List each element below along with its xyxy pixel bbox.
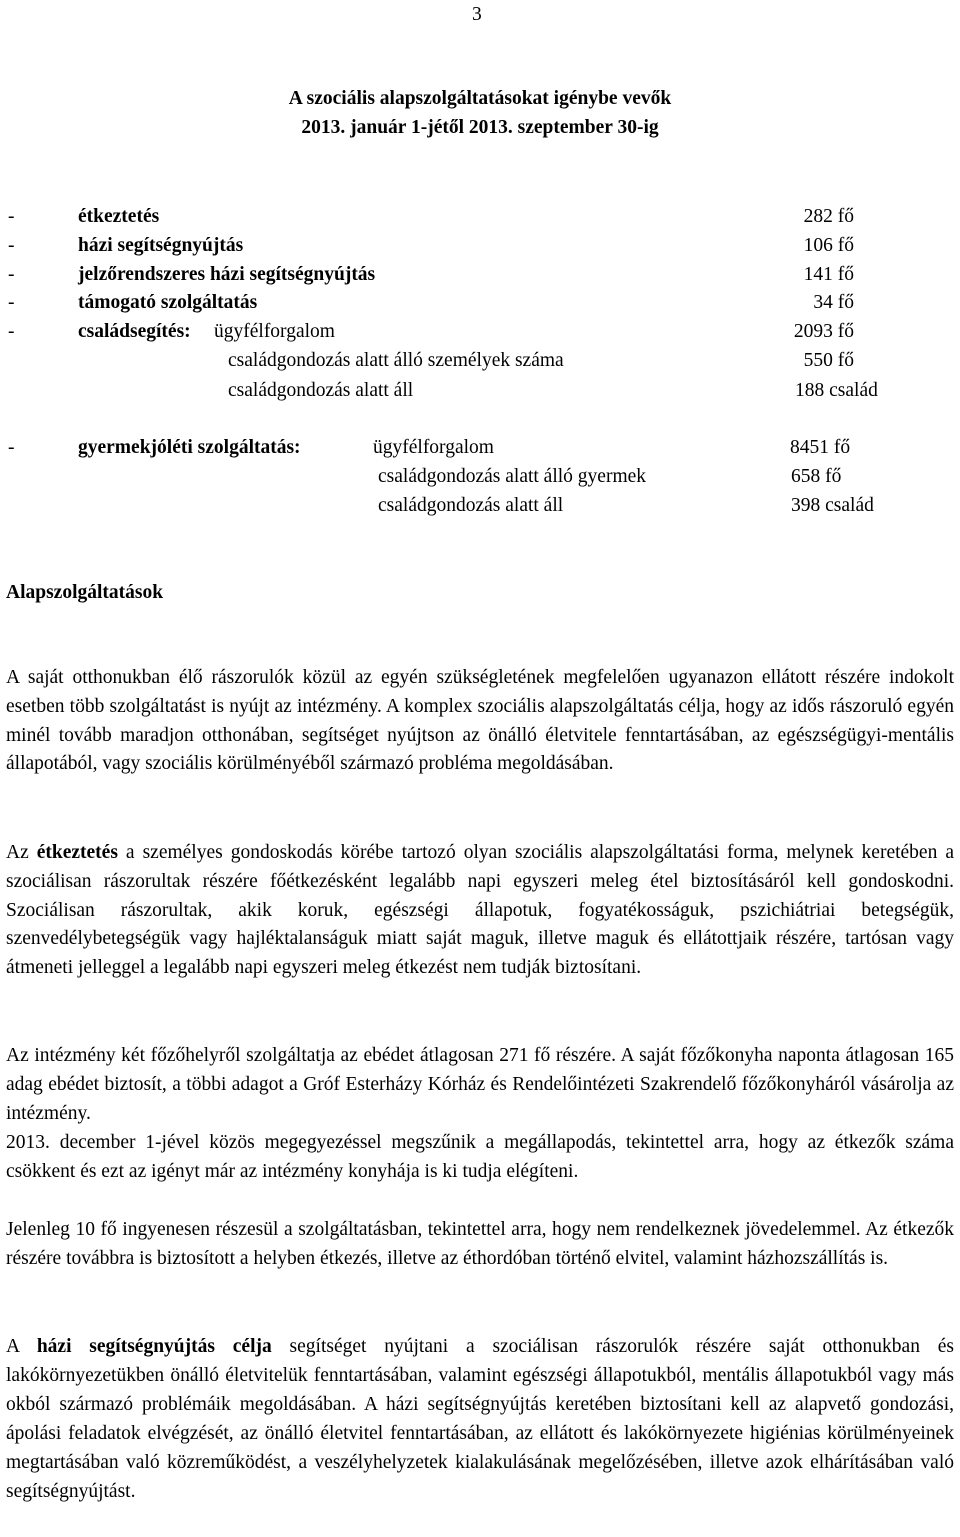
service-value: 550 fő (803, 350, 854, 371)
list-dash: - (8, 321, 15, 342)
service-label: támogató szolgáltatás (78, 292, 258, 313)
service-value: 282 fő (803, 206, 854, 227)
paragraph-etkeztetes (6, 839, 954, 983)
service-subrow-text: családgondozás alatt álló gyermek (378, 466, 647, 487)
list-dash: - (8, 292, 15, 313)
service-subrow-text: ügyfélforgalom (214, 321, 335, 342)
service-value: 398 család (791, 495, 874, 516)
paragraph-intro: A saját otthonukban élő rászorulók közül az egyén szükségletének megfelelően ugyanazon ellátott részére indokolt esetben több szolgáltatást is nyújt az intézmény. A komplex szociális alapszolgáltatás célja, hogy az idős rászoruló egyén minél tovább maradjon otthonában, segítséget nyújtson az önálló életvitele fenntartásában, az egészségügyi-mentális állapotából, vagy szociális körülményéből származó probléma megoldásában. (6, 667, 954, 775)
paragraph-fozohely: Az intézmény két főzőhelyről szolgáltatja az ebédet átlagosan 271 fő részére. A saját főzőkonyha naponta átlagosan 165 adag ebédet biztosít, a többi adagot a Gróf Esterházy Kórház és Rendelőintézeti Szakrendelő főzőkonyháról vásárolja az intézmény. (6, 1045, 954, 1124)
service-value: 2093 fő (793, 321, 854, 342)
paragraph-text: a személyes gondoskodás körébe tartozó olyan szociális alapszolgáltatási forma, melynek keretében a szociálisan rászorultak részére főétkezésként legalább napi egyszeri meleg étel biztosításáról kell gondoskodni. Szociálisan rászorultak, akik koruk, egészségi állapotuk, fogyatékosságuk, pszichiátriai betegségük, szenvedélybetegségük vagy hajléktalanságuk miatt saját maguk, illetve maguk és ellátottjaik részére, tartósan vagy átmeneti jelleggel a legalább napi egyszeri meleg étkezést nem tudják biztosítani. (6, 842, 954, 979)
service-value: 106 fő (803, 235, 854, 256)
service-label: étkeztetés (78, 206, 160, 227)
service-value: 34 fő (813, 292, 854, 313)
section-heading: Alapszolgáltatások (6, 582, 164, 603)
paragraph-text: segítséget nyújtani a szociálisan rászorulók részére saját otthonukban és lakókörnyezetükben önálló életvitelük fenntartásában, valamint egészségi állapotukból, mentális állapotukból vagy más okból származó problémáik megoldásában. A házi segítségnyújtás keretében biztosítani kell az alapvető gondozási, ápolási feladatok elvégzését, az önálló életvitel fenntartásában, az ellátott és lakókörnyezete higiénias körülményeinek megtartásában való közreműködést, a veszélyhelyzetek kialakulásának megelőzésében, illetve azok elhárításában való segítségnyújtást. (6, 1336, 954, 1502)
service-label-csaladsegites: családsegítés: (78, 321, 191, 342)
service-value: 141 fő (803, 264, 854, 285)
list-dash: - (8, 264, 15, 285)
service-label: jelzőrendszeres házi segítségnyújtás (78, 264, 376, 285)
service-label: házi segítségnyújtás (78, 235, 244, 256)
page-number: 3 (472, 4, 482, 25)
service-subrow-text: ügyfélforgalom (373, 437, 494, 458)
service-value: 658 fő (791, 466, 842, 487)
emphasis-term: házi segítségnyújtás célja (36, 1336, 272, 1357)
list-dash: - (8, 206, 15, 227)
paragraph-hazi-segitsegnyujtas (6, 1332, 954, 1506)
service-value: 188 család (795, 380, 878, 401)
service-subrow-text: családgondozás alatt álló személyek száma (228, 350, 564, 371)
service-subrow-text: családgondozás alatt áll (378, 495, 564, 516)
service-value: 8451 fő (790, 437, 851, 458)
service-subrow-text: családgondozás alatt áll (228, 380, 414, 401)
title-line-2: 2013. január 1-jétől 2013. szeptember 30-ig (301, 117, 659, 138)
list-dash: - (8, 235, 15, 256)
emphasis-term: étkeztetés (36, 842, 118, 863)
paragraph-megallapodas: 2013. december 1-jével közös megegyezéssel megszűnik a megállapodás, tekintettel arra, hogy az étkezők száma csökkent és ezt az igényt már az intézmény konyhája is ki tudja elégíteni. (6, 1132, 954, 1182)
title-line-1: A szociális alapszolgáltatásokat igénybe vevők (288, 88, 672, 109)
paragraph-text: A (6, 1336, 37, 1357)
paragraph-ingyenes: Jelenleg 10 fő ingyenesen részesül a szolgáltatásban, tekintettel arra, hogy nem rendelkeznek jövedelemmel. Az étkezők részére továbbra is biztosított a helyben étkezés, illetve az éthordóban történő elvitel, valamint házhozszállítás is. (6, 1219, 954, 1269)
list-dash: - (8, 437, 15, 458)
paragraph-text: Az (6, 842, 37, 863)
service-label-gyermekjoleti: gyermekjóléti szolgáltatás: (78, 437, 301, 458)
